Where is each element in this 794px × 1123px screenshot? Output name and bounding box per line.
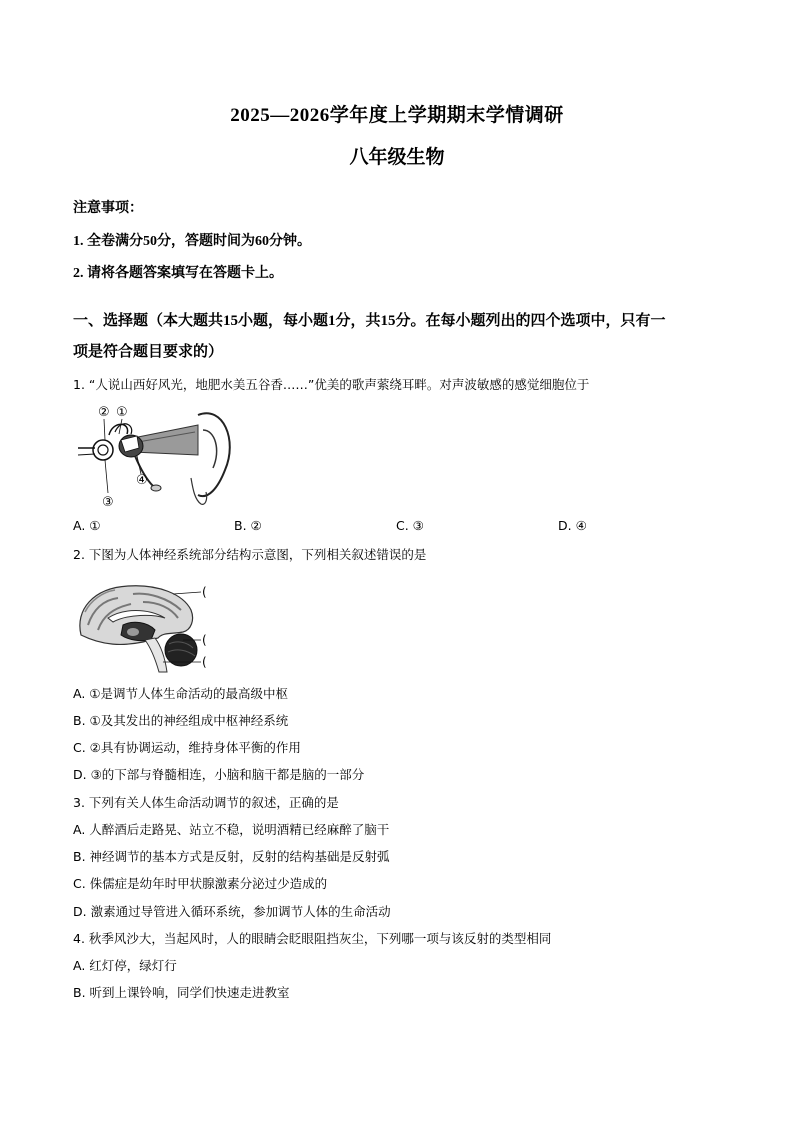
note-item-2: 2. 请将各题答案填写在答题卡上。: [73, 266, 283, 281]
brain-label-2: (: [202, 633, 207, 647]
q1-option-a: A. ①: [73, 518, 101, 533]
ear-label-2: ②: [98, 405, 110, 420]
ear-label-4: ④: [136, 473, 148, 488]
q3-stem: 3. 下列有关人体生命活动调节的叙述，正确的是: [73, 795, 339, 810]
note-item-1: 1. 全卷满分50分，答题时间为60分钟。: [73, 234, 311, 249]
q1-stem: 1. “人说山西好风光，地肥水美五谷香……”优美的歌声萦绕耳畔。对声波敏感的感觉细胞位于: [73, 377, 590, 392]
q1-option-d: D. ④: [558, 518, 587, 533]
notes-heading: 注意事项：: [73, 201, 143, 216]
section-heading-line-2: 项是符合题目要求的）: [73, 344, 224, 360]
exam-title: 2025—2026学年度上学期期末学情调研: [230, 105, 564, 126]
q4-stem: 4. 秋季风沙大，当起风时，人的眼睛会眨眼阻挡灰尘，下列哪一项与该反射的类型相同: [73, 931, 552, 946]
q4-option-b: B. 听到上课铃响，同学们快速走进教室: [73, 985, 290, 1000]
q1-option-b: B. ②: [234, 518, 262, 533]
ear-structure-figure: [73, 400, 233, 510]
q2-option-a: A. ①是调节人体生命活动的最高级中枢: [73, 686, 288, 701]
brain-structure-figure: [73, 580, 213, 675]
section-heading-line-1: 一、选择题（本大题共15小题，每小题1分，共15分。在每小题列出的四个选项中，只有一: [73, 313, 666, 329]
q4-option-a: A. 红灯停，绿灯行: [73, 958, 177, 973]
q3-option-a: A. 人醉酒后走路晃、站立不稳，说明酒精已经麻醉了脑干: [73, 822, 390, 837]
ear-label-3: ③: [102, 495, 114, 510]
q2-option-d: D. ③的下部与脊髓相连，小脑和脑干都是脑的一部分: [73, 767, 365, 782]
q2-option-c: C. ②具有协调运动，维持身体平衡的作用: [73, 740, 301, 755]
exam-subtitle: 八年级生物: [349, 147, 445, 168]
q1-option-c: C. ③: [396, 518, 424, 533]
ear-label-1: ①: [116, 405, 128, 420]
q2-stem: 2. 下图为人体神经系统部分结构示意图，下列相关叙述错误的是: [73, 547, 427, 562]
q3-option-d: D. 激素通过导管进入循环系统，参加调节人体的生命活动: [73, 904, 391, 919]
q3-option-b: B. 神经调节的基本方式是反射，反射的结构基础是反射弧: [73, 849, 390, 864]
q3-option-c: C. 侏儒症是幼年时甲状腺激素分泌过少造成的: [73, 876, 328, 891]
brain-label-3: (: [202, 655, 207, 669]
brain-label-1: (: [202, 585, 207, 599]
q2-option-b: B. ①及其发出的神经组成中枢神经系统: [73, 713, 289, 728]
